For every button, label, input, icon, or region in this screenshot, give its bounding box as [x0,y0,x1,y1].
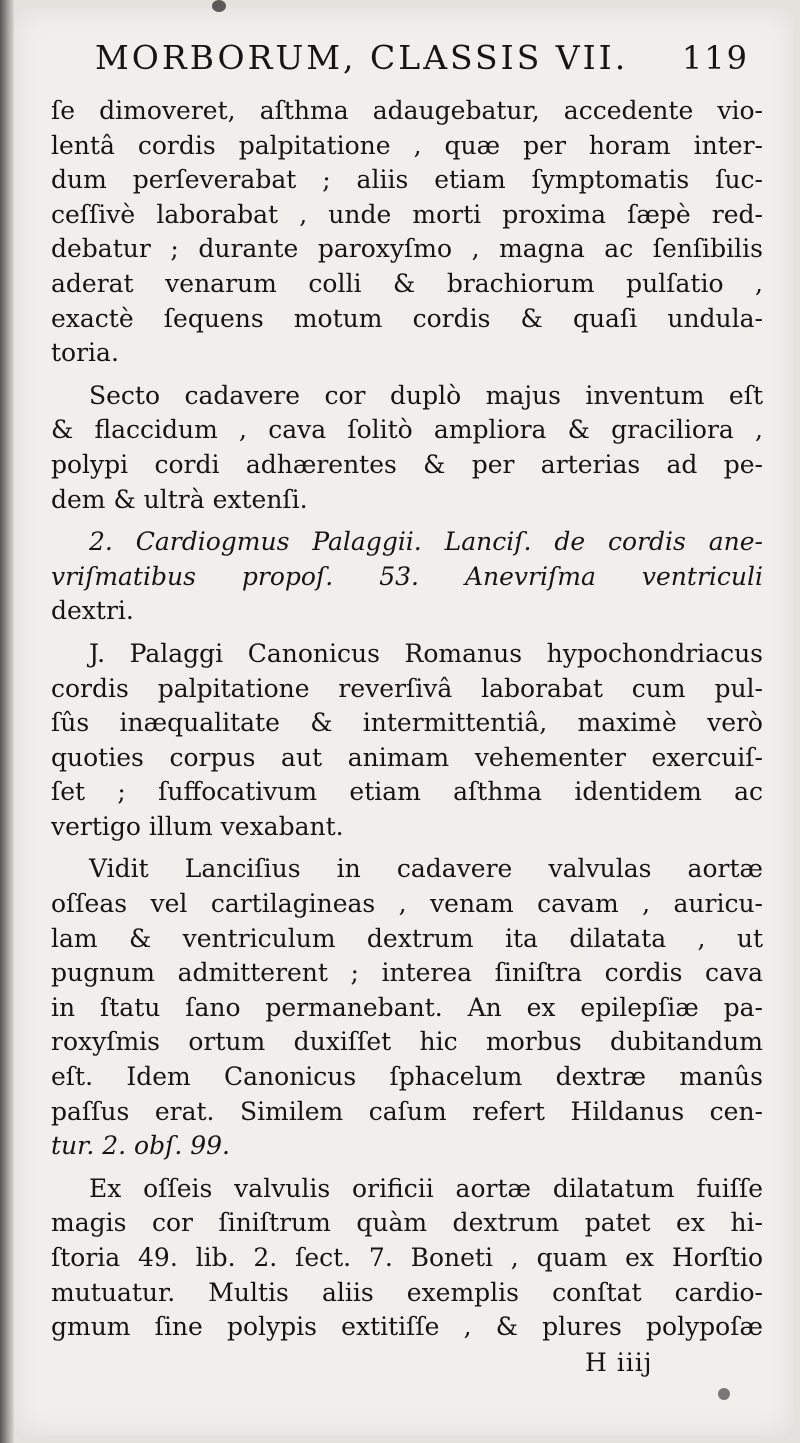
text-line: J. Palaggi Canonicus Romanus hypochondriacus [89,638,763,668]
text-line: tur. 2. obſ. 99. [51,1131,231,1161]
text-line: ſtoria 49. lib. 2. ſect. 7. Boneti , quam ex Horſtio [51,1243,763,1272]
text-line: exactè ſequens motum cordis & quaſi undula- [51,303,763,333]
text-line: roxyſmis ortum duxiſſet hic morbus dubitandum [51,1027,763,1057]
text-line: Vidit Lanciſius in cadavere valvulas aortæ [89,854,763,884]
text-line: vriſmatibus propoſ. 53. Anevriſma ventriculi [51,561,763,591]
text-line: mutuatur. Multis aliis exemplis conſtat cardio- [51,1277,763,1307]
text-line: lentâ cordis palpitatione , quæ per horam inter- [51,130,763,160]
text-line: Ex oſſeis valvulis orificii aortæ dilatatum fuiſſe [89,1173,763,1203]
page-number: 119 [681,39,749,77]
text-line: paſſus erat. Similem caſum refert Hildanus cen- [51,1096,763,1126]
text-line: & flaccidum , cava ſolitò ampliora & graciliora , [51,415,763,445]
text-line: vertigo illum vexabant. [51,811,344,841]
text-line: toria. [51,338,119,368]
text-line: in ſtatu ſano permanebant. An ex epilepſiæ pa- [51,992,763,1022]
ink-speck-bottom [718,1388,730,1400]
text-line: gmum ſine polypis extitiſſe , & plures polypoſæ [51,1312,763,1342]
text-line: dum perſeverabat ; aliis etiam ſymptomatis ſuc- [51,165,763,195]
text-line: ſe dimoveret, aſthma adaugebatur, accedente vio- [51,96,763,125]
text-line: oſſeas vel cartilagineas , venam cavam , auricu- [51,889,763,919]
text-line: ſet ; ſuffocativum etiam aſthma identidem ac [51,777,763,807]
text-line: dem & ultrà extenſi. [51,484,308,514]
text-line: quoties corpus aut animam vehementer exercuiſ- [51,742,763,772]
text-line: ceſſivè laborabat , unde morti proxima ſæpè red- [51,199,763,229]
page-text-block [51,38,763,1345]
ink-speck-top [212,0,226,12]
text-line: ſûs inæqualitate & intermittentiâ, maximè verò [51,708,763,738]
text-line: Secto cadavere cor duplò majus inventum eſt [89,380,763,410]
running-title: MORBORUM, CLASSIS VII. [95,38,629,77]
text-line: aderat venarum colli & brachiorum pulſatio , [51,268,763,298]
signature-mark: H iiij [585,1348,653,1377]
text-line: polypi cordi adhærentes & per arterias ad pe- [51,449,763,479]
text-line: eſt. Idem Canonicus ſphacelum dextræ manûs [51,1062,763,1092]
text-line: debatur ; durante paroxyſmo , magna ac ſenſibilis [51,234,763,264]
text-line: magis cor ſiniſtrum quàm dextrum patet ex hi- [51,1208,763,1238]
text-line: 2. Cardiogmus Palaggii. Lanciſ. de cordis ane- [89,527,763,557]
text-line: pugnum admitterent ; interea ſiniſtra cordis cava [51,958,763,988]
text-line: lam & ventriculum dextrum ita dilatata , ut [51,923,763,953]
running-head [51,38,763,94]
text-line: dextri. [51,596,134,626]
page-gutter-shadow [0,0,14,1443]
text-line: cordis palpitatione reverſivâ laborabat cum pul- [51,673,763,703]
